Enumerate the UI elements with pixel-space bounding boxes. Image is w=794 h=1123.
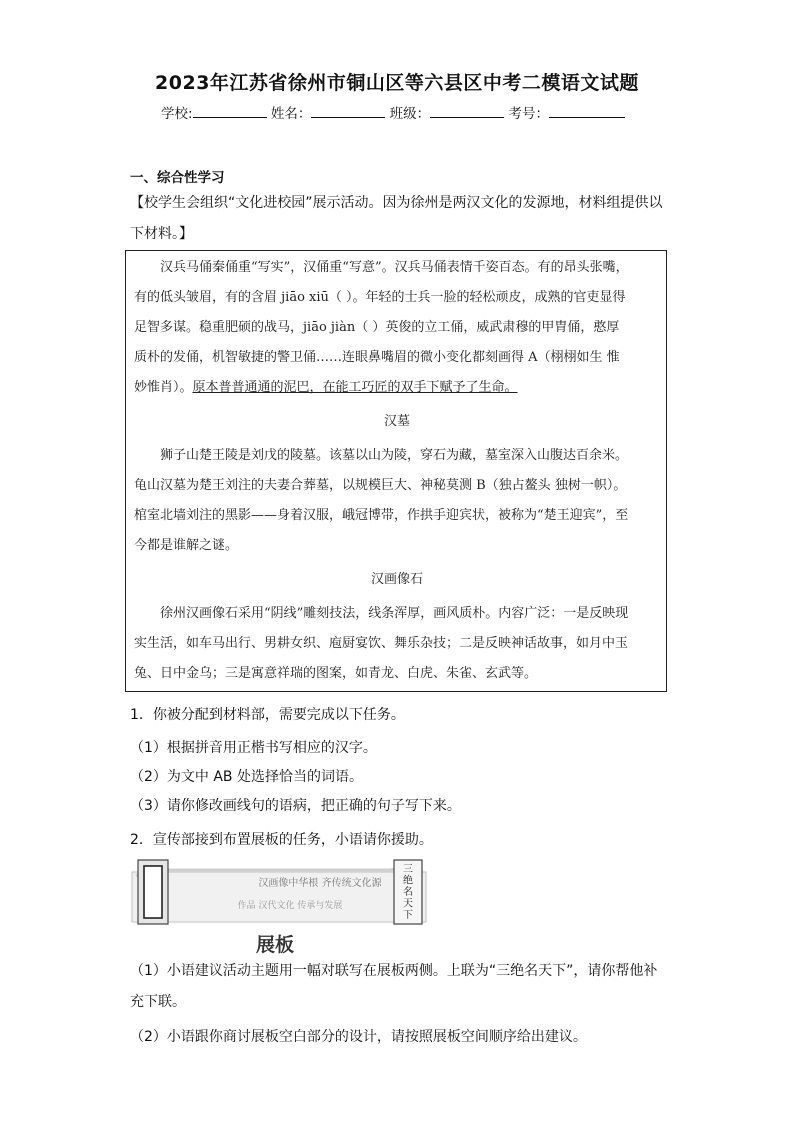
class-blank[interactable] <box>430 103 504 118</box>
exam-number-blank[interactable] <box>549 103 625 118</box>
material-line: 狮子山楚王陵是刘戊的陵墓。该墓以山为陵，穿石为藏，墓室深入山腹达百余米。 <box>160 448 629 463</box>
section-intro: 【校学生会组织“文化进校园”展示活动。因为徐州是两汉文化的发源地，材料组提供以下材料。】 <box>130 195 663 242</box>
material-line <box>134 373 660 403</box>
material-line: 棺室北墙刘注的黑影——身着汉服，峨冠博带，作拱手迎宾状，被称为“楚王迎宾”，至 <box>134 508 629 523</box>
school-blank[interactable] <box>193 103 267 118</box>
material-line: 质朴的发俑，机智敏捷的警卫俑……连眼鼻嘴眉的微小变化都刻画得 A（栩栩如生 惟 <box>134 350 620 365</box>
left-couplet-blank <box>144 866 162 918</box>
material-line: 有的低头皱眉，有的含眉 jiāo xiū（ ）。年轻的士兵一脸的轻松顽皮，成熟的官吏显得 <box>134 290 626 305</box>
material-line: 龟山汉墓为楚王刘注的夫妻合葬墓，以规模巨大、神秘莫测 B（独占鳌头 独树一帜）。 <box>134 478 627 493</box>
material-line: 足智多谋。稳重肥硕的战马，jiāo jiàn（ ）英俊的立工俑，威武肃穆的甲胄俑，憨厚 <box>134 320 620 335</box>
display-board-figure <box>130 856 428 928</box>
board-label: 展板 <box>256 934 295 956</box>
material-line: 汉兵马俑秦俑重“写实”，汉俑重“写意”。汉兵马俑表情千姿百态。有的昂头张嘴， <box>160 260 629 275</box>
question-1-3: （3）请你修改画线句的语病，把正确的句子写下来。 <box>130 798 461 814</box>
subheading-han-stone: 汉画像石 <box>370 572 423 587</box>
exam-title: 2023年江苏省徐州市铜山区等六县区中考二模语文试题 <box>155 72 639 94</box>
question-1-2: （2）为文中 AB 处选择恰当的词语。 <box>130 769 363 785</box>
couplet-char: 下 <box>403 910 413 921</box>
section-heading: 一、综合性学习 <box>130 170 225 186</box>
couplet-char: 绝 <box>403 875 413 887</box>
question-2-2: （2）小语跟你商讨展板空白部分的设计，请按照展板空间顺序给出建议。 <box>130 1029 587 1045</box>
material-line: 今都是谁解之谜。 <box>134 538 239 553</box>
exam-number-label: 考号： <box>508 106 549 122</box>
name-label: 姓名： <box>270 106 312 122</box>
subheading-han-tomb: 汉墓 <box>383 414 410 429</box>
material-line: 徐州汉画像石采用“阴线”雕刻技法，线条浑厚，画风质朴。内容广泛：一是反映现 <box>160 606 629 621</box>
question-2-1: （1）小语建议活动主题用一幅对联写在展板两侧。上联为“三绝名天下”，请你帮他补充下联。 <box>130 963 658 1010</box>
underlined-sentence: 原本普普通通的泥巴，在能工巧匠的双手下赋予了生命。 <box>192 380 518 395</box>
name-blank[interactable] <box>311 103 385 118</box>
board-text-line-2: 作品 汉代文化 传承与发展 <box>237 901 343 911</box>
couplet-char: 天 <box>403 898 413 910</box>
board-text-line-1: 汉画像中华根 齐传统文化源 <box>258 878 382 889</box>
material-box <box>125 250 667 692</box>
material-line: 实生活，如车马出行、男耕女织、庖厨宴饮、舞乐杂技；二是反映神话故事，如月中玉 <box>134 636 629 651</box>
upper-couplet-text <box>403 863 413 921</box>
school-label: 学校: <box>161 106 193 122</box>
couplet-char: 三 <box>403 864 413 875</box>
question-2: 2．宣传部接到布置展板的任务，小语请你援助。 <box>130 832 433 848</box>
question-1-1: （1）根据拼音用正楷书写相应的汉字。 <box>130 740 377 756</box>
couplet-char: 名 <box>403 887 413 898</box>
material-line-start: 妙惟肖）。 <box>134 380 193 395</box>
question-1: 1．你被分配到材料部，需要完成以下任务。 <box>130 707 405 723</box>
student-info-row <box>161 102 625 122</box>
class-label: 班级： <box>389 106 431 122</box>
material-line: 兔、日中金乌；三是寓意祥瑞的图案，如青龙、白虎、朱雀、玄武等。 <box>134 666 538 681</box>
